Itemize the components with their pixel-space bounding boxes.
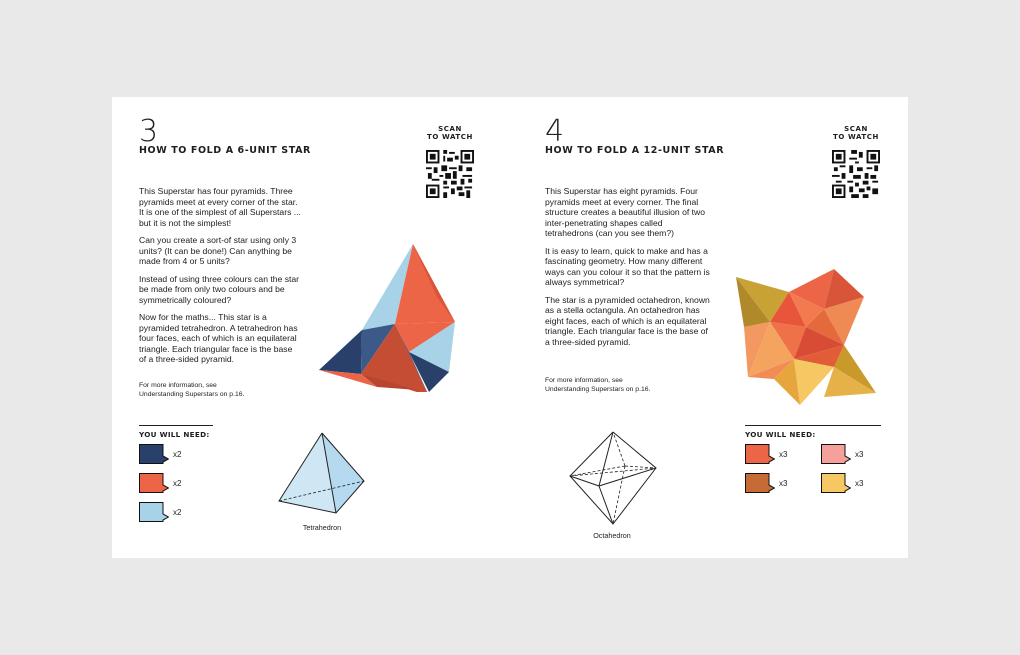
unit-quantity: x3 [779, 478, 788, 488]
paper-unit-icon [139, 502, 169, 522]
twelve-unit-star-photo [734, 267, 884, 407]
paragraph: This Superstar has eight pyramids. Four pyramids meet at every corner. The final structure creates a beautiful illusion of two inter-penetrating shapes called tetrahedrons (can you see them?) [545, 186, 706, 238]
units-list [139, 444, 181, 522]
unit-swatch-row [821, 473, 863, 493]
unit-quantity: x2 [173, 449, 182, 459]
paper-unit-icon [745, 444, 775, 464]
more-info-line: Understanding Superstars on p.16. [139, 391, 245, 398]
paragraph: This Superstar has four pyramids. Three pyramids meet at every corner of the star. It is one of the simplest of all Superstars ... but it is not the simplest! [139, 186, 301, 228]
more-info-line: For more information, see [139, 382, 217, 389]
scan-line: TO WATCH [832, 133, 879, 141]
unit-quantity: x2 [173, 478, 182, 488]
scan-line: SCAN [844, 125, 868, 133]
octahedron-diagram [567, 430, 659, 526]
qr-code-icon[interactable] [426, 150, 474, 198]
unit-swatch-row [821, 444, 863, 464]
units-list [821, 444, 863, 493]
tetrahedron-diagram [276, 431, 368, 517]
more-info-line: Understanding Superstars on p.16. [545, 386, 651, 393]
unit-quantity: x3 [779, 449, 788, 459]
qr-code-icon[interactable] [832, 150, 880, 198]
body-text [139, 186, 301, 372]
unit-swatch-row [139, 444, 181, 464]
unit-swatch-row [745, 444, 787, 464]
unit-swatch-row [745, 473, 787, 493]
unit-swatch-row [139, 473, 181, 493]
section-title: HOW TO FOLD A 12-UNIT STAR [545, 145, 725, 156]
scan-line: TO WATCH [426, 133, 473, 141]
section-number: 3 [139, 114, 159, 149]
diagram-caption: Octahedron [593, 531, 631, 540]
section-number: 4 [545, 114, 565, 149]
more-info-line: For more information, see [545, 377, 623, 384]
book-spread [112, 97, 908, 558]
paper-unit-icon [139, 473, 169, 493]
unit-swatch-row [139, 502, 181, 522]
you-will-need-label: YOU WILL NEED: [139, 425, 213, 439]
more-info [545, 376, 650, 394]
body-text [545, 186, 711, 354]
scan-label [420, 125, 480, 141]
paper-unit-icon [821, 444, 851, 464]
paper-unit-icon [821, 473, 851, 493]
six-unit-star-photo [317, 242, 467, 392]
unit-quantity: x3 [855, 449, 864, 459]
more-info [139, 381, 244, 399]
section-title: HOW TO FOLD A 6-UNIT STAR [139, 145, 311, 156]
scan-line: SCAN [438, 125, 462, 133]
scan-label [826, 125, 886, 141]
paragraph: Can you create a sort-of star using only 3 units? (It can be done!) Can anything be made from 4 or 5 units? [139, 235, 297, 266]
paragraph: Instead of using three colours can the star be made from only two colours and be symmetrically coloured? [139, 273, 300, 305]
units-list [745, 444, 787, 493]
diagram-caption: Tetrahedron [302, 523, 342, 532]
paper-unit-icon [745, 473, 775, 493]
unit-quantity: x2 [173, 507, 182, 517]
paper-unit-icon [139, 444, 169, 464]
paragraph: It is easy to learn, quick to make and has a fascinating geometry. How many different ways can you colour it so that the pattern is always symmetrical? [545, 245, 710, 287]
you-will-need-label: YOU WILL NEED: [745, 425, 881, 439]
unit-quantity: x3 [855, 478, 864, 488]
paragraph: Now for the maths... This star is a pyramided tetrahedron. A tetrahedron has four faces, each of which is an equilateral triangle. Each triangular face is the base of a three-sided pyramid. [139, 312, 298, 364]
paragraph: The star is a pyramided octahedron, known as a stella octangula. An octahedron has eight faces, each of which is an equilateral triangle. Each triangular face is the base of a three-sided pyramid. [545, 294, 710, 347]
